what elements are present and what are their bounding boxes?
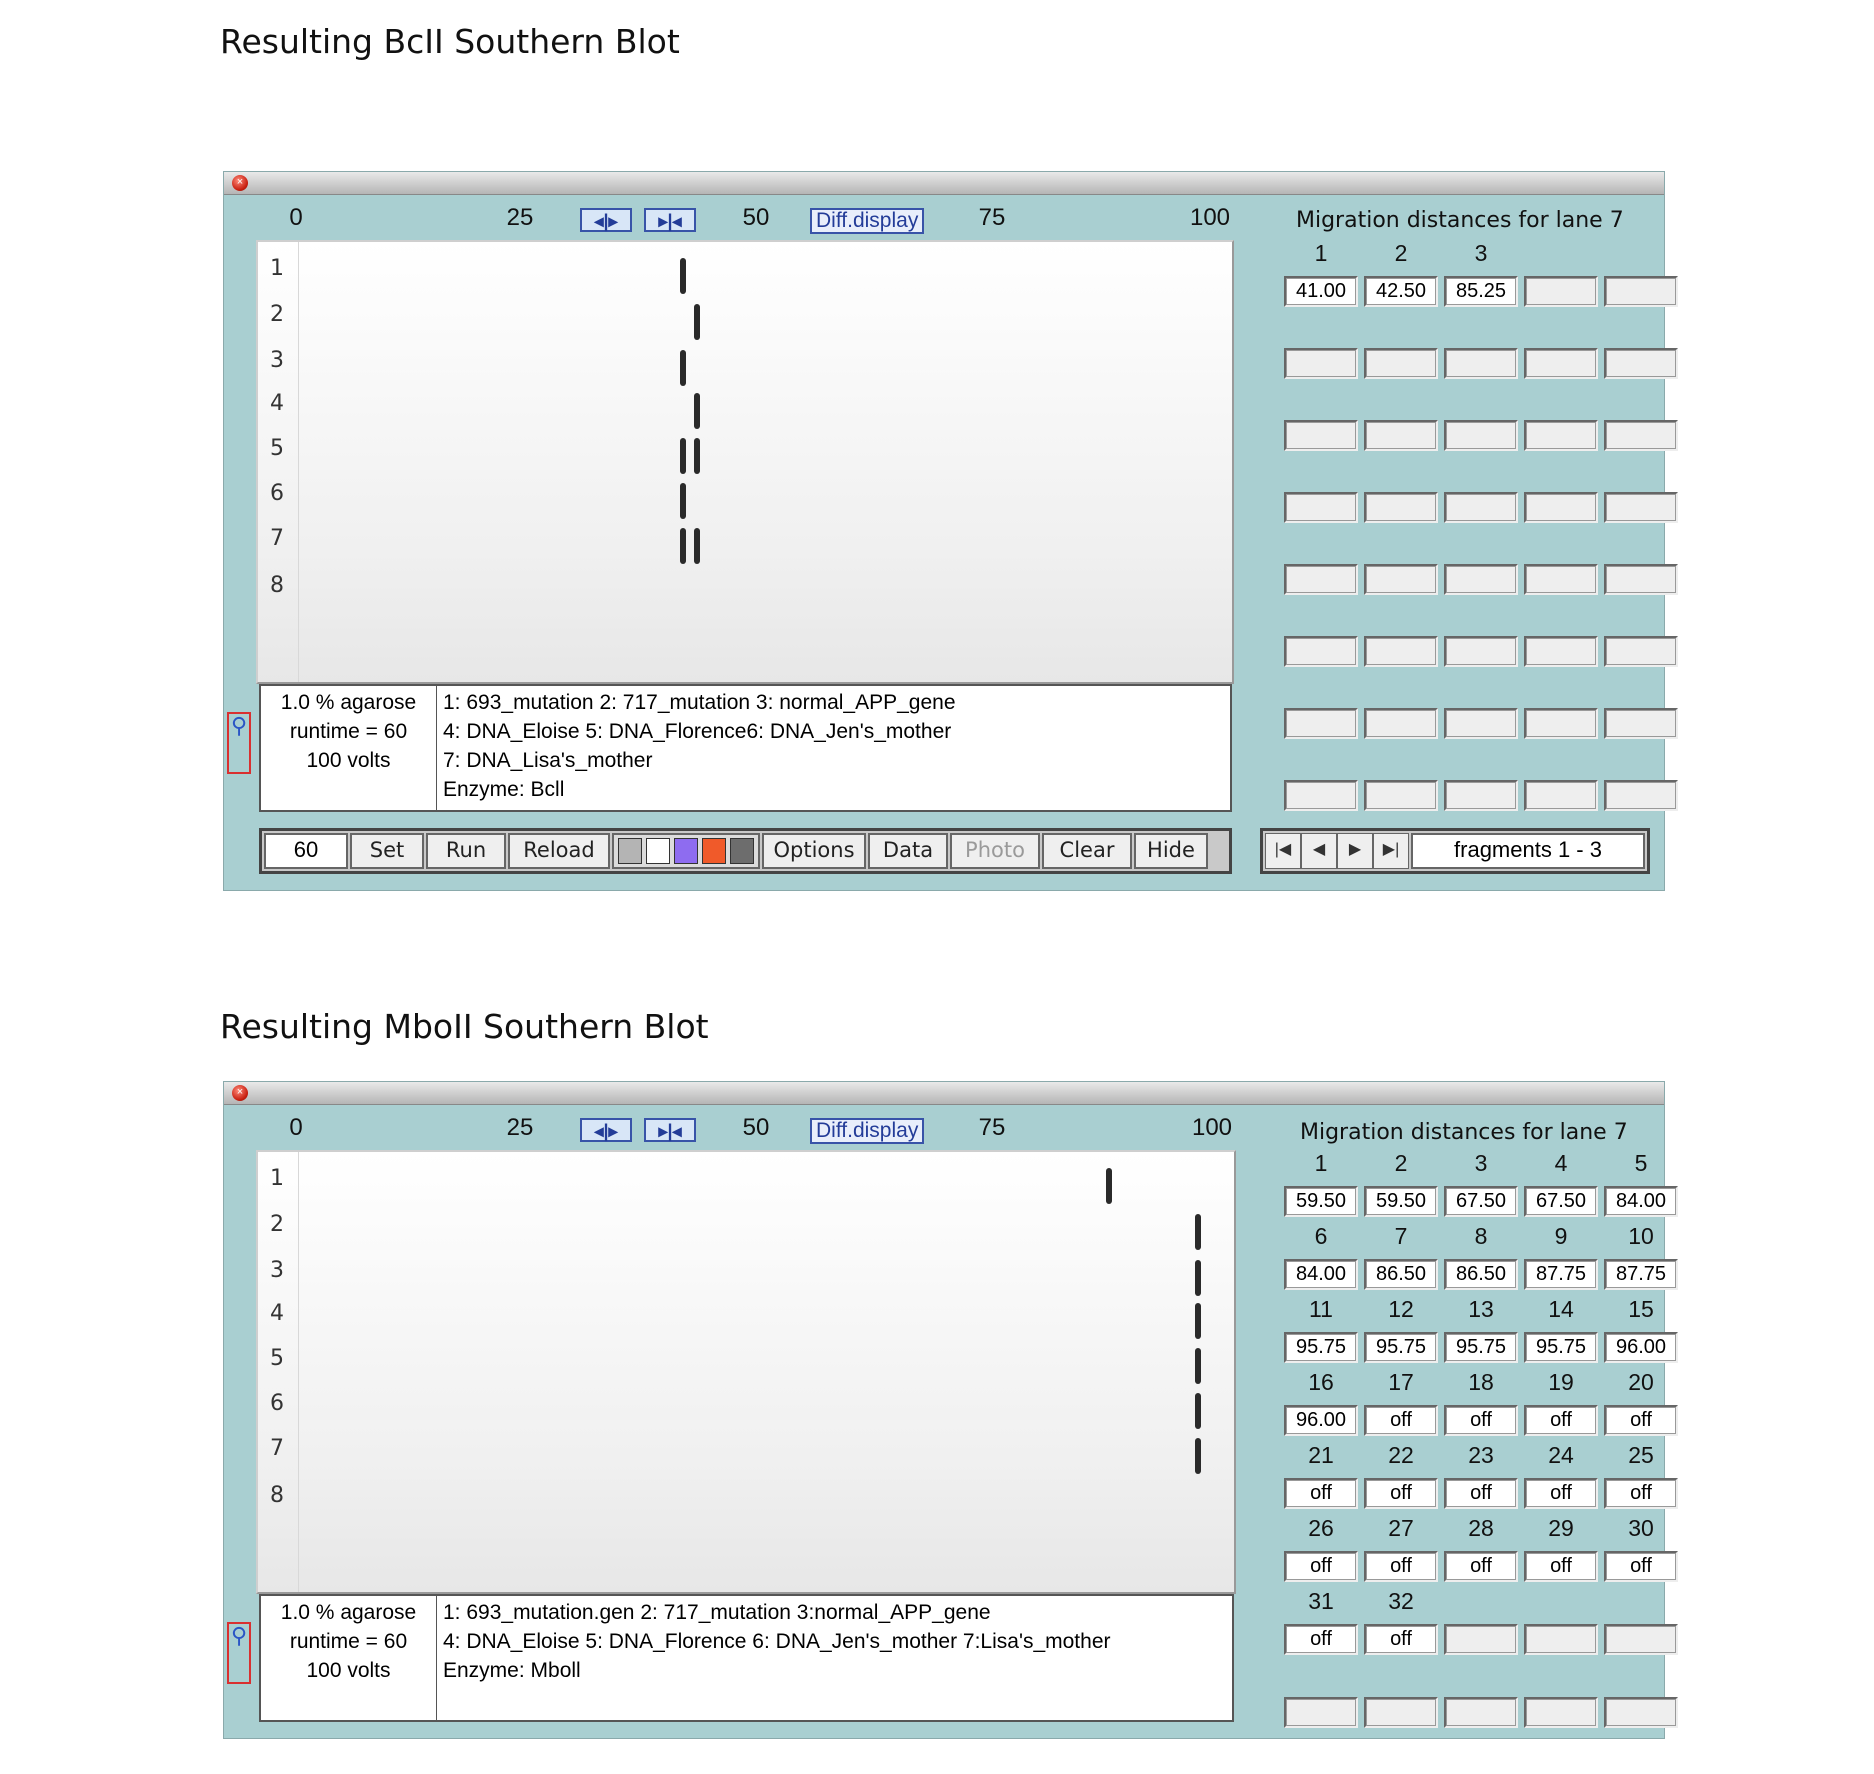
migration-distance-field[interactable]: [1284, 780, 1358, 811]
first-fragment-icon[interactable]: |◀: [1265, 833, 1301, 869]
fragment-navigator: [1260, 828, 1650, 874]
migration-distance-field[interactable]: [1604, 492, 1678, 523]
lane-number: 3: [270, 1258, 284, 1283]
enzyme-label: Enzyme: Bcll: [443, 778, 565, 801]
clear-button[interactable]: Clear: [1042, 833, 1132, 869]
migration-distance-field[interactable]: [1604, 564, 1678, 595]
fragment-index-label: 18: [1468, 1369, 1494, 1395]
migration-distance-field[interactable]: off: [1364, 1624, 1438, 1655]
fragment-index-label: 12: [1388, 1296, 1414, 1322]
migration-distance-field[interactable]: [1524, 492, 1598, 523]
migration-distance-field[interactable]: off: [1524, 1405, 1598, 1436]
fragment-index-label: 3: [1474, 1150, 1488, 1176]
lane-number: 7: [270, 1436, 284, 1461]
migration-distance-field[interactable]: 85.25: [1444, 276, 1518, 307]
sample-legend: [443, 688, 956, 804]
sample-legend-line: 4: DNA_Eloise 5: DNA_Florence6: DNA_Jen's_mother: [443, 720, 952, 743]
fragment-index-label: 11: [1309, 1296, 1333, 1322]
migration-distance-field[interactable]: [1444, 636, 1518, 667]
migration-distance-field[interactable]: [1604, 276, 1678, 307]
close-window-icon[interactable]: ×: [232, 1085, 248, 1101]
reload-button[interactable]: Reload: [508, 833, 610, 869]
key-icon[interactable]: ⚲: [227, 1622, 251, 1684]
fragment-index-label: 10: [1628, 1223, 1654, 1249]
enzyme-label: Enzyme: Mboll: [443, 1659, 581, 1682]
migration-distance-field[interactable]: [1444, 1624, 1518, 1655]
fragment-index-label: 4: [1554, 1150, 1568, 1176]
sample-legend-line: 1: 693_mutation.gen 2: 717_mutation 3:normal_APP_gene: [443, 1601, 991, 1624]
scale-tick: 25: [506, 1114, 534, 1141]
expand-scale-button[interactable]: ◂|▸: [580, 208, 632, 232]
lane-number: 4: [270, 391, 284, 416]
migration-distance-field[interactable]: [1604, 420, 1678, 451]
migration-distance-field[interactable]: [1444, 564, 1518, 595]
photo-button[interactable]: Photo: [950, 833, 1040, 869]
migration-distance-field[interactable]: [1284, 1697, 1358, 1728]
fragment-index-label: 8: [1474, 1223, 1488, 1249]
migration-distance-field[interactable]: [1604, 636, 1678, 667]
migration-distance-field[interactable]: off: [1284, 1624, 1358, 1655]
fragment-index-label: 7: [1394, 1223, 1408, 1249]
fragment-index-label: 16: [1308, 1369, 1334, 1395]
fragment-index-label: 29: [1548, 1515, 1574, 1541]
scale-tick: 0: [289, 204, 303, 231]
fragment-range-label: fragments 1 - 3: [1411, 833, 1645, 869]
lane-number: 5: [270, 436, 284, 461]
runtime-label: runtime = 60: [289, 1630, 408, 1653]
shrink-scale-button[interactable]: ▸|◂: [644, 208, 696, 232]
migration-distance-field[interactable]: 67.50: [1444, 1186, 1518, 1217]
migration-distance-field[interactable]: [1524, 420, 1598, 451]
migration-distance-field[interactable]: [1364, 492, 1438, 523]
gel-panel: [256, 1150, 1236, 1594]
fragment-index-label: 9: [1554, 1223, 1568, 1249]
fragment-index-label: 22: [1388, 1442, 1414, 1468]
migration-distance-field[interactable]: [1364, 636, 1438, 667]
migration-distance-field[interactable]: off: [1364, 1551, 1438, 1582]
last-fragment-icon[interactable]: ▶|: [1373, 833, 1409, 869]
migration-distance-field[interactable]: off: [1284, 1478, 1358, 1509]
migration-distance-field[interactable]: [1604, 708, 1678, 739]
scale-tick: 0: [289, 1114, 303, 1141]
run-button[interactable]: Run: [426, 833, 506, 869]
color-swatch-orange[interactable]: [702, 838, 726, 864]
agarose-label: 1.0 % agarose: [280, 691, 417, 714]
section-title-bcii: Resulting BcII Southern Blot: [220, 22, 680, 61]
lane-number: 1: [270, 1166, 284, 1191]
dna-band[interactable]: [1106, 1168, 1112, 1204]
migration-distance-field[interactable]: 86.50: [1444, 1259, 1518, 1290]
migration-distance-field[interactable]: [1364, 420, 1438, 451]
section-title-mboii: Resulting MboII Southern Blot: [220, 1007, 709, 1046]
migration-distance-field[interactable]: off: [1524, 1478, 1598, 1509]
scale-tick: 75: [978, 1114, 1006, 1141]
gel-info-panel: [259, 684, 1232, 812]
migration-distance-field[interactable]: [1284, 636, 1358, 667]
color-swatch-gray[interactable]: [618, 838, 642, 864]
fragment-index-label: 24: [1548, 1442, 1574, 1468]
key-icon[interactable]: ⚲: [227, 712, 251, 774]
migration-distance-field[interactable]: [1444, 708, 1518, 739]
sample-legend-line: 4: DNA_Eloise 5: DNA_Florence 6: DNA_Jen's_mother 7:Lisa's_mother: [443, 1630, 1111, 1653]
migration-distance-field[interactable]: off: [1444, 1405, 1518, 1436]
fragment-index-label: 30: [1628, 1515, 1654, 1541]
lane-number: 2: [270, 302, 284, 327]
dna-band[interactable]: [694, 393, 700, 429]
control-toolbar: [259, 828, 1232, 874]
migration-distance-field[interactable]: [1444, 1697, 1518, 1728]
run-conditions: [261, 686, 437, 810]
migration-distance-field[interactable]: [1524, 1624, 1598, 1655]
scale-tick: 100: [1189, 204, 1231, 231]
hide-button[interactable]: Hide: [1134, 833, 1208, 869]
migration-distance-field[interactable]: [1284, 492, 1358, 523]
migration-distance-field[interactable]: 87.75: [1524, 1259, 1598, 1290]
fragment-index-label: 23: [1468, 1442, 1494, 1468]
runtime-input[interactable]: 60: [264, 833, 348, 869]
migration-distance-field[interactable]: 84.00: [1604, 1186, 1678, 1217]
data-button[interactable]: Data: [868, 833, 948, 869]
fragment-index-label: 20: [1628, 1369, 1654, 1395]
agarose-label: 1.0 % agarose: [280, 1601, 417, 1624]
migration-distance-field[interactable]: off: [1604, 1478, 1678, 1509]
migration-distance-field[interactable]: 41.00: [1284, 276, 1358, 307]
sample-legend-line: 7: DNA_Lisa's_mother: [443, 749, 653, 772]
fragment-index-label: 1: [1314, 240, 1328, 266]
migration-distance-field[interactable]: [1364, 780, 1438, 811]
fragment-index-label: 5: [1634, 1150, 1648, 1176]
migration-distance-field[interactable]: [1604, 348, 1678, 379]
scale-tick: 50: [742, 204, 770, 231]
migration-distance-field[interactable]: [1284, 420, 1358, 451]
scale-tick: 25: [506, 204, 534, 231]
migration-distance-field[interactable]: [1524, 708, 1598, 739]
fragment-index-label: 17: [1388, 1369, 1414, 1395]
diff-display-button[interactable]: Diff.display: [810, 208, 924, 234]
fragment-index-label: 21: [1308, 1442, 1334, 1468]
fragment-index-label: 14: [1548, 1296, 1574, 1322]
migration-distance-field[interactable]: 96.00: [1604, 1332, 1678, 1363]
fragment-index-label: 32: [1388, 1588, 1414, 1614]
migration-distance-field[interactable]: 95.75: [1444, 1332, 1518, 1363]
migration-distance-field[interactable]: [1524, 348, 1598, 379]
migration-distance-field[interactable]: off: [1604, 1405, 1678, 1436]
dna-band[interactable]: [1195, 1303, 1201, 1339]
migration-distance-field[interactable]: [1604, 1624, 1678, 1655]
migration-distance-field[interactable]: off: [1524, 1551, 1598, 1582]
migration-distance-field[interactable]: 96.00: [1284, 1405, 1358, 1436]
migration-distance-field[interactable]: 95.75: [1524, 1332, 1598, 1363]
fragment-index-label: 26: [1308, 1515, 1334, 1541]
fragment-index-label: 2: [1394, 1150, 1408, 1176]
lane-number: 7: [270, 526, 284, 551]
gel-simulator-window-mboii: [224, 1082, 1667, 1738]
color-swatches: [612, 833, 760, 869]
dna-band[interactable]: [680, 438, 686, 474]
dna-band[interactable]: [1195, 1438, 1201, 1474]
run-conditions: [261, 1596, 437, 1720]
scale-tick: 50: [742, 1114, 770, 1141]
fragment-index-label: 19: [1548, 1369, 1574, 1395]
voltage-label: 100 volts: [306, 749, 391, 772]
expand-scale-button[interactable]: ◂|▸: [580, 1118, 632, 1142]
close-window-icon[interactable]: ×: [232, 175, 248, 191]
migration-distance-field[interactable]: [1444, 420, 1518, 451]
scale-ruler: [224, 194, 1231, 240]
dna-band[interactable]: [694, 438, 700, 474]
migration-distance-field[interactable]: [1524, 780, 1598, 811]
migration-distance-field[interactable]: 42.50: [1364, 276, 1438, 307]
fragment-index-label: 3: [1474, 240, 1488, 266]
fragment-index-label: 2: [1394, 240, 1408, 266]
scale-ruler: [224, 1104, 1233, 1150]
fragment-index-label: 31: [1308, 1588, 1334, 1614]
sample-legend: [443, 1598, 1111, 1685]
fragment-index-label: 6: [1314, 1223, 1328, 1249]
window-titlebar[interactable]: [224, 1082, 1664, 1105]
migration-distance-field[interactable]: 87.75: [1604, 1259, 1678, 1290]
migration-distance-field[interactable]: [1444, 492, 1518, 523]
window-titlebar[interactable]: [224, 172, 1664, 195]
gel-panel: [256, 240, 1234, 684]
migration-distance-field[interactable]: [1364, 1697, 1438, 1728]
migration-distances-title: Migration distances for lane 7: [1296, 208, 1624, 233]
migration-distance-field[interactable]: [1604, 1697, 1678, 1728]
lane-number: 6: [270, 1391, 284, 1416]
fragment-index-label: 27: [1388, 1515, 1414, 1541]
migration-distance-field[interactable]: [1524, 636, 1598, 667]
lane-number: 1: [270, 256, 284, 281]
color-swatch-purple[interactable]: [674, 838, 698, 864]
migration-distance-field[interactable]: off: [1364, 1478, 1438, 1509]
dna-band[interactable]: [694, 528, 700, 564]
migration-distance-field[interactable]: 84.00: [1284, 1259, 1358, 1290]
migration-distance-field[interactable]: [1284, 348, 1358, 379]
lane-number: 5: [270, 1346, 284, 1371]
fragment-index-label: 13: [1468, 1296, 1494, 1322]
migration-distance-field[interactable]: [1524, 1697, 1598, 1728]
runtime-label: runtime = 60: [289, 720, 408, 743]
color-swatch-dark-gray[interactable]: [730, 838, 754, 864]
fragment-index-label: 1: [1314, 1150, 1328, 1176]
next-fragment-icon[interactable]: ▶: [1337, 833, 1373, 869]
fragment-index-label: 25: [1628, 1442, 1654, 1468]
migration-distance-field[interactable]: off: [1444, 1478, 1518, 1509]
dna-band[interactable]: [680, 258, 686, 294]
options-button[interactable]: Options: [762, 833, 866, 869]
migration-distance-field[interactable]: 59.50: [1364, 1186, 1438, 1217]
scale-tick: 100: [1191, 1114, 1233, 1141]
diff-display-button[interactable]: Diff.display: [810, 1118, 924, 1144]
lane-number: 2: [270, 1212, 284, 1237]
dna-band[interactable]: [1195, 1214, 1201, 1250]
migration-distance-field[interactable]: 86.50: [1364, 1259, 1438, 1290]
migration-distance-field[interactable]: off: [1284, 1551, 1358, 1582]
lane-number: 4: [270, 1301, 284, 1326]
migration-distance-field[interactable]: [1604, 780, 1678, 811]
color-swatch-white[interactable]: [646, 838, 670, 864]
migration-distance-field[interactable]: [1364, 708, 1438, 739]
migration-distance-field[interactable]: 95.75: [1284, 1332, 1358, 1363]
dna-band[interactable]: [1195, 1260, 1201, 1296]
migration-distance-field[interactable]: [1284, 708, 1358, 739]
gel-simulator-window-bcii: [224, 172, 1664, 890]
shrink-scale-button[interactable]: ▸|◂: [644, 1118, 696, 1142]
migration-distance-field[interactable]: 67.50: [1524, 1186, 1598, 1217]
dna-band[interactable]: [694, 304, 700, 340]
dna-band[interactable]: [1195, 1393, 1201, 1429]
dna-band[interactable]: [680, 350, 686, 386]
migration-distance-field[interactable]: off: [1444, 1551, 1518, 1582]
gel-info-panel: [259, 1594, 1234, 1722]
migration-distance-field[interactable]: [1444, 780, 1518, 811]
sample-legend-line: 1: 693_mutation 2: 717_mutation 3: normal_APP_gene: [443, 691, 956, 714]
migration-distance-field[interactable]: [1364, 564, 1438, 595]
previous-fragment-icon[interactable]: ◀: [1301, 833, 1337, 869]
migration-distance-field[interactable]: [1444, 348, 1518, 379]
dna-band[interactable]: [680, 528, 686, 564]
voltage-label: 100 volts: [306, 1659, 391, 1682]
fragment-index-label: 28: [1468, 1515, 1494, 1541]
dna-band[interactable]: [680, 483, 686, 519]
scale-tick: 75: [978, 204, 1006, 231]
migration-distance-field[interactable]: [1364, 348, 1438, 379]
migration-distance-field[interactable]: 59.50: [1284, 1186, 1358, 1217]
lane-number: 3: [270, 348, 284, 373]
lane-number: 6: [270, 481, 284, 506]
migration-distance-field[interactable]: [1524, 564, 1598, 595]
set-button[interactable]: Set: [350, 833, 424, 869]
dna-band[interactable]: [1195, 1348, 1201, 1384]
migration-distance-field[interactable]: [1284, 564, 1358, 595]
migration-distance-field[interactable]: 95.75: [1364, 1332, 1438, 1363]
migration-distance-field[interactable]: [1524, 276, 1598, 307]
migration-distance-field[interactable]: off: [1604, 1551, 1678, 1582]
fragment-index-label: 15: [1628, 1296, 1654, 1322]
migration-distances-title: Migration distances for lane 7: [1300, 1120, 1628, 1145]
lane-number: 8: [270, 1483, 284, 1508]
lane-number: 8: [270, 573, 284, 598]
migration-distance-field[interactable]: off: [1364, 1405, 1438, 1436]
